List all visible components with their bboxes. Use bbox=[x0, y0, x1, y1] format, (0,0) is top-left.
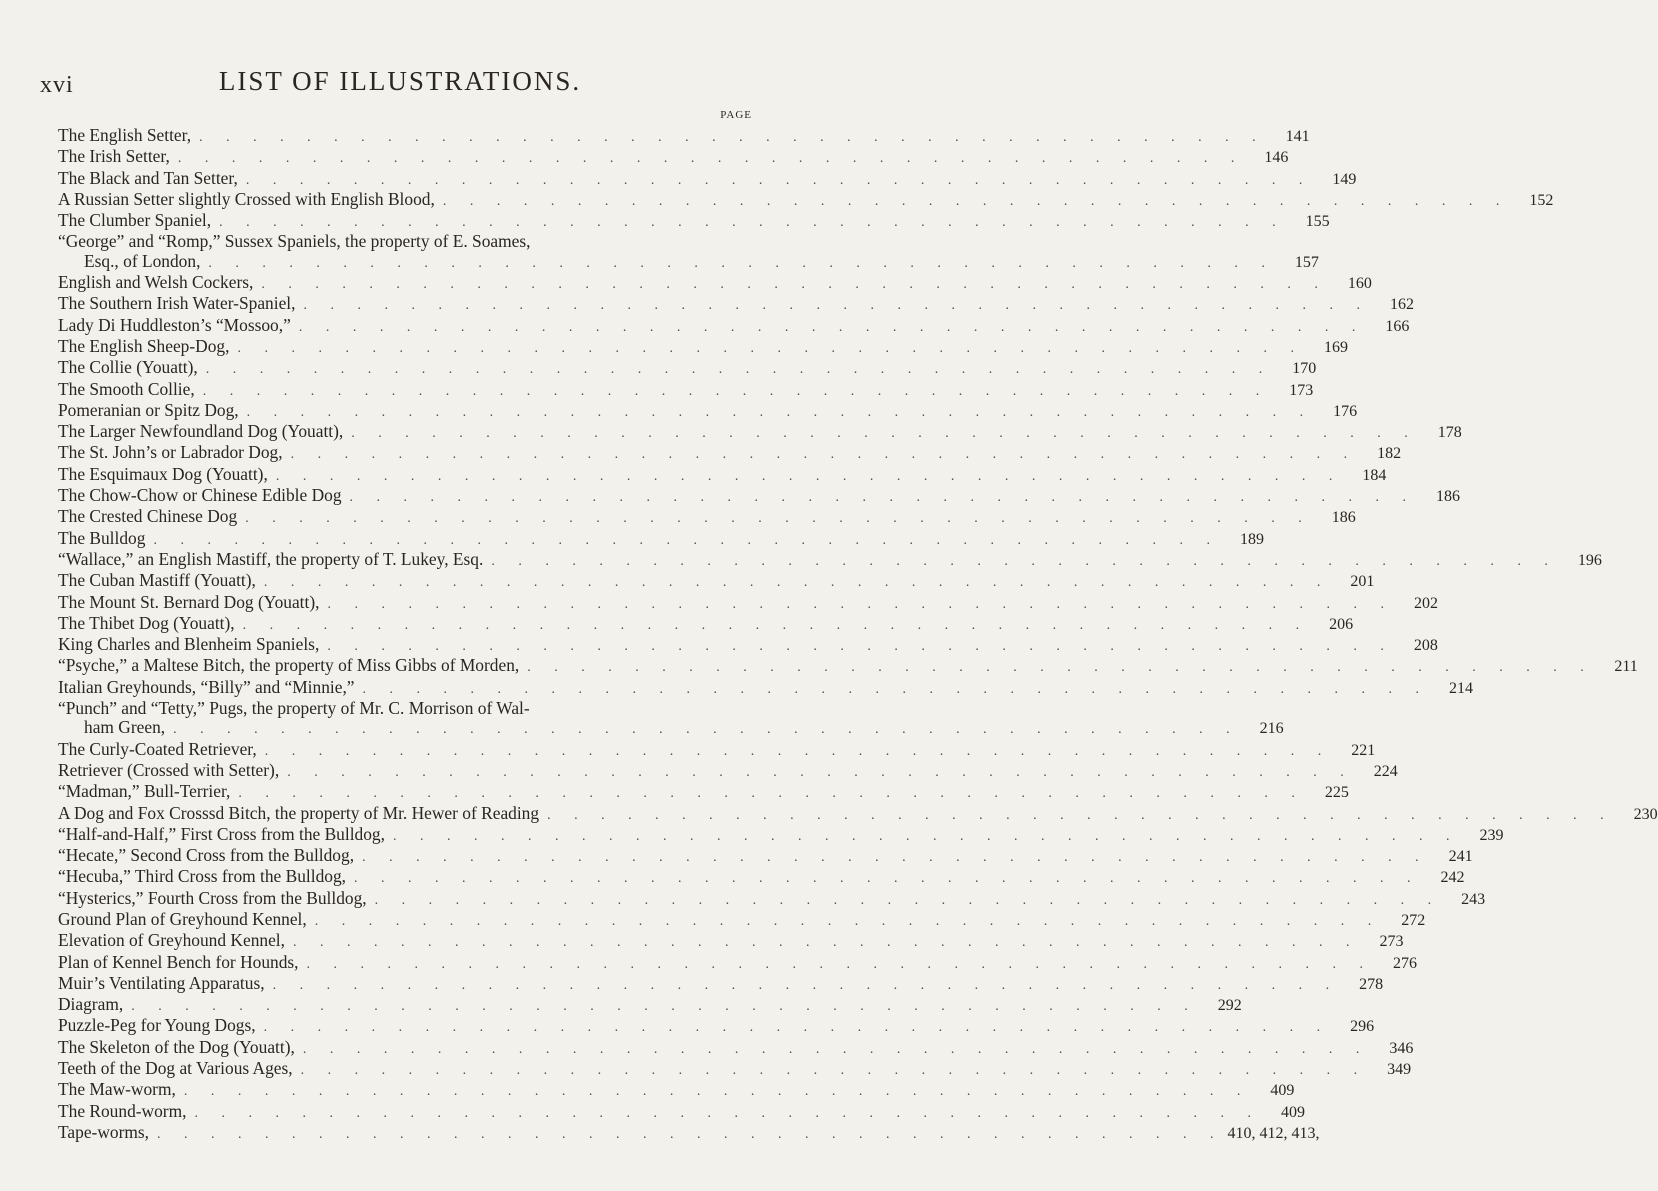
entry-page-number: 216 bbox=[1259, 720, 1284, 738]
leader-dots: . . . . . . . . . . . . . . . . . . . . . . . . . . . . . . . . . . . . . . . . bbox=[374, 892, 1442, 908]
entry-title: “George” and “Romp,” Sussex Spaniels, the property of E. Soames, bbox=[58, 231, 531, 252]
list-entry bbox=[58, 125, 1310, 147]
entry-title: The Curly-Coated Retriever, bbox=[58, 738, 257, 759]
leader-dots: . . . . . . . . . . . . . . . . . . . . . . . . . . . . . . . . . . . . . . . . bbox=[306, 956, 1374, 972]
list-entry bbox=[58, 759, 1398, 782]
entry-page-number: 225 bbox=[1324, 784, 1349, 802]
entry-title: King Charles and Blenheim Spaniels, bbox=[58, 634, 320, 655]
leader-dots: . . . . . . . . . . . . . . . . . . . . . . . . . . . . . . . . . . . . . . . . bbox=[300, 1063, 1368, 1079]
entry-page-number: 152 bbox=[1529, 191, 1554, 209]
leader-dots: . . . . . . . . . . . . . . . . . . . . . . . . . . . . . . . . . . . . . . . . bbox=[327, 596, 1394, 612]
list-entry bbox=[58, 972, 1384, 995]
entry-title: The Irish Setter, bbox=[58, 146, 170, 167]
list-entry bbox=[58, 1079, 1295, 1101]
entry-title: The Chow-Chow or Chinese Edible Dog bbox=[58, 485, 342, 506]
entry-title: Italian Greyhounds, “Billy” and “Minnie,” bbox=[58, 676, 355, 697]
list-entry bbox=[58, 1015, 1375, 1037]
leader-dots: . . . . . . . . . . . . . . . . . . . . . . . . . . . . . . . . . . . . . . . . bbox=[272, 977, 1340, 993]
list-entry bbox=[58, 655, 1638, 677]
entry-page-number: 276 bbox=[1393, 954, 1418, 972]
entry-title: Puzzle-Peg for Young Dogs, bbox=[58, 1015, 256, 1036]
list-entry bbox=[58, 1121, 1320, 1144]
list-entry bbox=[58, 167, 1357, 190]
list-entry bbox=[58, 506, 1356, 528]
entry-page-number: 202 bbox=[1414, 594, 1438, 612]
list-entry bbox=[58, 930, 1404, 952]
entry-title: The Clumber Spaniel, bbox=[58, 210, 212, 231]
leader-dots: . . . . . . . . . . . . . . . . . . . . . . . . . . . . . . . . . . . . . . . . bbox=[290, 447, 1358, 463]
list-entry bbox=[58, 887, 1486, 910]
entry-title: Tape-worms, bbox=[58, 1121, 150, 1142]
leader-dots: . . . . . . . . . . . . . . . . . . . . . . . . . . . . . . . . . . . . . . . . bbox=[303, 298, 1370, 314]
list-entry bbox=[58, 421, 1462, 443]
entry-page-number: 166 bbox=[1385, 317, 1410, 335]
list-entry bbox=[58, 698, 1284, 740]
entry-title: Lady Di Huddleston’s “Mossoo,” bbox=[58, 314, 291, 335]
leader-dots: . . . . . . . . . . . . . . . . . . . . . . . . . . . . . . . . . . . . . . . . bbox=[527, 660, 1594, 676]
entry-title: Diagram, bbox=[58, 994, 124, 1015]
entry-page-number: 146 bbox=[1264, 149, 1289, 167]
leader-dots: . . . . . . . . . . . . . . . . . . . . . . . . . . . . . . . . . . . . . . . . bbox=[219, 215, 1286, 231]
list-entry bbox=[58, 485, 1461, 507]
list-entry bbox=[58, 548, 1602, 571]
list-entry bbox=[58, 1036, 1414, 1059]
leader-dots: . . . . . . . . . . . . . . . . . . . . . . . . . . . . . . . . . . . . . . . . bbox=[354, 871, 1421, 887]
leader-dots: . . . . . . . . . . . . . . . . . . . . . . . . . . . . . . . . . . . . . . . . bbox=[392, 828, 1460, 844]
entry-page-number: 211 bbox=[1614, 658, 1638, 676]
entry-title: The English Sheep-Dog, bbox=[58, 335, 230, 356]
list-entry bbox=[58, 378, 1314, 401]
list-entry bbox=[58, 634, 1438, 656]
entry-page-number: 162 bbox=[1389, 296, 1414, 314]
entry-title: The English Setter, bbox=[58, 125, 192, 145]
list-entry bbox=[58, 463, 1387, 486]
entry-page-number: 239 bbox=[1479, 826, 1504, 844]
entry-page-number: 189 bbox=[1239, 530, 1264, 548]
list-entry bbox=[58, 591, 1438, 614]
entry-title: Retriever (Crossed with Setter), bbox=[58, 759, 280, 780]
entry-page-number: 346 bbox=[1389, 1039, 1414, 1057]
list-entry bbox=[58, 442, 1402, 464]
entry-page-number: 176 bbox=[1333, 402, 1358, 420]
entry-page-number: 214 bbox=[1449, 679, 1474, 697]
leader-dots: . . . . . . . . . . . . . . . . . . . . . . . . . . . . . . . . . . . . . . . . bbox=[177, 151, 1245, 167]
list-entry bbox=[58, 293, 1414, 315]
entry-title: Ground Plan of Greyhound Kennel, bbox=[58, 908, 307, 929]
entry-title: The Maw-worm, bbox=[58, 1079, 176, 1100]
list-entry bbox=[58, 1100, 1305, 1123]
leader-dots: . . . . . . . . . . . . . . . . . . . . . . . . . . . . . . . . . . . . . . . . bbox=[264, 743, 1332, 759]
list-entry bbox=[58, 866, 1465, 888]
leader-dots: . . . . . . . . . . . . . . . . . . . . . . . . . . . . . . . . . . . . . . . . bbox=[208, 255, 1275, 271]
leader-dots: . . . . . . . . . . . . . . . . . . . . . . . . . . . . . . . . . . . . . . . . bbox=[202, 383, 1270, 399]
entry-page-number: 173 bbox=[1289, 381, 1314, 399]
leader-dots: . . . . . . . . . . . . . . . . . . . . . . . . . . . . . . . . . . . . . . . . bbox=[362, 850, 1429, 866]
entry-title: “Half-and-Half,” First Cross from the Bulldog, bbox=[58, 823, 385, 844]
entry-title: “Madman,” Bull-Terrier, bbox=[58, 781, 231, 802]
list-entry bbox=[58, 570, 1375, 592]
entry-page-number: 149 bbox=[1332, 170, 1357, 188]
entry-title: The Esquimaux Dog (Youatt), bbox=[58, 463, 268, 484]
entry-title: The Black and Tan Setter, bbox=[58, 167, 238, 188]
entry-title: The Mount St. Bernard Dog (Youatt), bbox=[58, 591, 320, 612]
leader-dots: . . . . . . . . . . . . . . . . . . . . . . . . . . . . . . . . . . . . . . . . bbox=[302, 1041, 1370, 1057]
entry-title: The St. John’s or Labrador Dog, bbox=[58, 442, 283, 463]
entry-page-number: 224 bbox=[1373, 762, 1398, 780]
list-entry bbox=[58, 272, 1372, 294]
leader-dots: . . . . . . . . . . . . . . . . . . . . . . . . . . . . . . . . . . . . . . . . bbox=[205, 362, 1273, 378]
page-column-heading: PAGE bbox=[720, 109, 752, 121]
leader-dots: . . . . . . . . . . . . . . . . . . . . . . . . . . . . . . . . . . . . . . . . bbox=[327, 639, 1394, 655]
entry-page-number: 169 bbox=[1323, 338, 1348, 356]
page-title: LIST OF ILLUSTRATIONS. bbox=[218, 66, 582, 96]
leader-dots: . . . . . . . . . . . . . . . . . . . . . . . . . . . . . . . . . . . . . . . . bbox=[442, 193, 1510, 209]
entry-page-number: 196 bbox=[1577, 551, 1602, 569]
entry-page-number: 186 bbox=[1331, 509, 1356, 527]
entry-page-number: 141 bbox=[1285, 128, 1310, 145]
entry-page-number: 410, 412, 413, bbox=[1227, 1124, 1320, 1142]
entry-page-number: 182 bbox=[1377, 445, 1402, 463]
leader-dots: . . . . . . . . . . . . . . . . . . . . . . . . . . . . . . . . . . . . . . . . bbox=[131, 999, 1198, 1015]
list-entry bbox=[58, 994, 1242, 1016]
leader-dots: . . . . . . . . . . . . . . . . . . . . . . . . . . . . . . . . . . . . . . . . bbox=[173, 722, 1240, 738]
list-entry bbox=[58, 802, 1658, 825]
list-entry bbox=[58, 1058, 1412, 1080]
list-entry bbox=[58, 527, 1264, 550]
leader-dots: . . . . . . . . . . . . . . . . . . . . . . . . . . . . . . . . . . . . . . . . bbox=[298, 319, 1366, 335]
leader-dots: . . . . . . . . . . . . . . . . . . . . . . . . . . . . . . . . . . . . . . . . bbox=[547, 807, 1614, 823]
leader-dots: . . . . . . . . . . . . . . . . . . . . . . . . . . . . . . . . . . . . . . . . bbox=[261, 277, 1328, 293]
entry-title: The Cuban Mastiff (Youatt), bbox=[58, 570, 256, 591]
list-entry bbox=[58, 357, 1317, 379]
list-entry bbox=[58, 210, 1330, 232]
entry-page-number: 206 bbox=[1329, 615, 1354, 633]
list-entry bbox=[58, 146, 1289, 168]
entry-title: “Hysterics,” Fourth Cross from the Bulldog, bbox=[58, 887, 367, 908]
entry-page-number: 160 bbox=[1347, 275, 1372, 293]
entry-title: Elevation of Greyhound Kennel, bbox=[58, 930, 285, 951]
leader-dots: . . . . . . . . . . . . . . . . . . . . . . . . . . . . . . . . . . . . . . . . bbox=[237, 340, 1304, 356]
entry-page-number: 221 bbox=[1351, 741, 1376, 759]
leader-dots: . . . . . . . . . . . . . . . . . . . . . . . . . . . . . . . . . . . . . . . . bbox=[238, 786, 1305, 802]
entry-title: Esq., of London, bbox=[84, 250, 201, 271]
list-entry bbox=[58, 399, 1358, 422]
entry-page-number: 292 bbox=[1217, 997, 1242, 1015]
entry-title: “Wallace,” an English Mastiff, the property of T. Lukey, Esq. bbox=[58, 548, 484, 569]
entry-page-number: 243 bbox=[1461, 890, 1486, 908]
list-entry bbox=[58, 612, 1354, 635]
entry-title: The Smooth Collie, bbox=[58, 378, 195, 399]
leader-dots: . . . . . . . . . . . . . . . . . . . . . . . . . . . . . . . . . . . . . . . . bbox=[245, 172, 1313, 188]
entry-title: Teeth of the Dog at Various Ages, bbox=[58, 1058, 293, 1079]
entry-title: The Thibet Dog (Youatt), bbox=[58, 612, 235, 633]
entry-page-number: 184 bbox=[1362, 466, 1387, 484]
entry-page-number: 296 bbox=[1350, 1018, 1375, 1036]
list-entry bbox=[58, 188, 1554, 211]
leader-dots: . . . . . . . . . . . . . . . . . . . . . . . . . . . . . . . . . . . . . . . . bbox=[157, 1126, 1224, 1142]
entry-page-number: 409 bbox=[1280, 1103, 1305, 1121]
list-entry bbox=[58, 951, 1418, 974]
entry-title: A Dog and Fox Crosssd Bitch, the property of Mr. Hewer of Reading bbox=[58, 802, 540, 823]
entry-page-number: 273 bbox=[1379, 933, 1404, 951]
leader-dots: . . . . . . . . . . . . . . . . . . . . . . . . . . . . . . . . . . . . . . . . bbox=[183, 1084, 1251, 1100]
leader-dots: . . . . . . . . . . . . . . . . . . . . . . . . . . . . . . . . . . . . . . . . bbox=[153, 532, 1220, 548]
entry-page-number: 178 bbox=[1437, 424, 1462, 442]
entry-page-number: 157 bbox=[1294, 253, 1319, 271]
leader-dots: . . . . . . . . . . . . . . . . . . . . . . . . . . . . . . . . . . . . . . . . bbox=[362, 681, 1430, 697]
list-entry bbox=[58, 738, 1376, 761]
entry-page-number: 278 bbox=[1359, 975, 1384, 993]
leader-dots: . . . . . . . . . . . . . . . . . . . . . . . . . . . . . . . . . . . . . . . . bbox=[263, 575, 1331, 591]
leader-dots: . . . . . . . . . . . . . . . . . . . . . . . . . . . . . . . . . . . . . . . . bbox=[263, 1020, 1331, 1036]
list-entry bbox=[58, 823, 1504, 846]
leader-dots: . . . . . . . . . . . . . . . . . . . . . . . . . . . . . . . . . . . . . . . . bbox=[349, 490, 1417, 506]
entry-page-number: 186 bbox=[1436, 488, 1461, 506]
entry-title: The Crested Chinese Dog bbox=[58, 506, 238, 527]
list-entry bbox=[58, 231, 1319, 273]
entry-title: A Russian Setter slightly Crossed with English Blood, bbox=[58, 188, 435, 209]
leader-dots: . . . . . . . . . . . . . . . . . . . . . . . . . . . . . . . . . . . . . . . . bbox=[199, 130, 1266, 145]
entry-title: English and Welsh Cockers, bbox=[58, 272, 254, 293]
entry-title: Pomeranian or Spitz Dog, bbox=[58, 399, 239, 420]
entry-page-number: 409 bbox=[1270, 1082, 1295, 1100]
leader-dots: . . . . . . . . . . . . . . . . . . . . . . . . . . . . . . . . . . . . . . . . bbox=[314, 913, 1382, 929]
leader-dots: . . . . . . . . . . . . . . . . . . . . . . . . . . . . . . . . . . . . . . . . bbox=[351, 426, 1418, 442]
entry-page-number: 272 bbox=[1401, 911, 1426, 929]
entry-title: “Hecuba,” Third Cross from the Bulldog, bbox=[58, 866, 347, 887]
entry-title: “Hecate,” Second Cross from the Bulldog, bbox=[58, 845, 355, 866]
entry-title: Plan of Kennel Bench for Hounds, bbox=[58, 951, 299, 972]
entry-title: The Collie (Youatt), bbox=[58, 357, 198, 378]
entry-page-number: 208 bbox=[1413, 637, 1438, 655]
entry-title: The Southern Irish Water-Spaniel, bbox=[58, 293, 296, 314]
entry-page-number: 242 bbox=[1440, 869, 1465, 887]
entry-title: “Punch” and “Tetty,” Pugs, the property of Mr. C. Morrison of Wal- bbox=[58, 698, 530, 719]
entry-page-number: 349 bbox=[1387, 1061, 1412, 1079]
entry-title: The Round-worm, bbox=[58, 1100, 187, 1121]
entry-title: The Larger Newfoundland Dog (Youatt), bbox=[58, 421, 344, 442]
leader-dots: . . . . . . . . . . . . . . . . . . . . . . . . . . . . . . . . . . . . . . . . bbox=[292, 935, 1360, 951]
entry-title: The Bulldog bbox=[58, 527, 146, 548]
list-entry bbox=[58, 845, 1473, 867]
list-entry bbox=[58, 908, 1426, 931]
list-entry bbox=[58, 676, 1474, 699]
entry-page-number: 170 bbox=[1292, 360, 1317, 378]
entry-title: “Psyche,” a Maltese Bitch, the property of Miss Gibbs of Morden, bbox=[58, 655, 520, 676]
entry-page-number: 230 bbox=[1633, 805, 1658, 823]
leader-dots: . . . . . . . . . . . . . . . . . . . . . . . . . . . . . . . . . . . . . . . . bbox=[275, 468, 1343, 484]
leader-dots: . . . . . . . . . . . . . . . . . . . . . . . . . . . . . . . . . . . . . . . . bbox=[287, 764, 1354, 780]
leader-dots: . . . . . . . . . . . . . . . . . . . . . . . . . . . . . . . . . . . . . . . . bbox=[491, 553, 1558, 569]
leader-dots: . . . . . . . . . . . . . . . . . . . . . . . . . . . . . . . . . . . . . . . . bbox=[194, 1105, 1261, 1121]
page-number: xvi bbox=[40, 72, 74, 98]
entry-page-number: 201 bbox=[1350, 573, 1375, 591]
leader-dots: . . . . . . . . . . . . . . . . . . . . . . . . . . . . . . . . . . . . . . . . bbox=[242, 617, 1310, 633]
entry-title: ham Green, bbox=[84, 717, 166, 738]
list-entry bbox=[58, 781, 1349, 803]
entry-page-number: 155 bbox=[1305, 213, 1330, 231]
leader-dots: . . . . . . . . . . . . . . . . . . . . . . . . . . . . . . . . . . . . . . . . bbox=[246, 404, 1314, 420]
entry-title: The Skeleton of the Dog (Youatt), bbox=[58, 1036, 295, 1057]
entry-page-number: 241 bbox=[1448, 848, 1473, 866]
entry-title: Muir’s Ventilating Apparatus, bbox=[58, 972, 265, 993]
leader-dots: . . . . . . . . . . . . . . . . . . . . . . . . . . . . . . . . . . . . . . . . bbox=[245, 511, 1312, 527]
list-entry bbox=[58, 335, 1348, 358]
list-entry bbox=[58, 314, 1410, 337]
illustrations-list bbox=[58, 125, 1658, 1144]
